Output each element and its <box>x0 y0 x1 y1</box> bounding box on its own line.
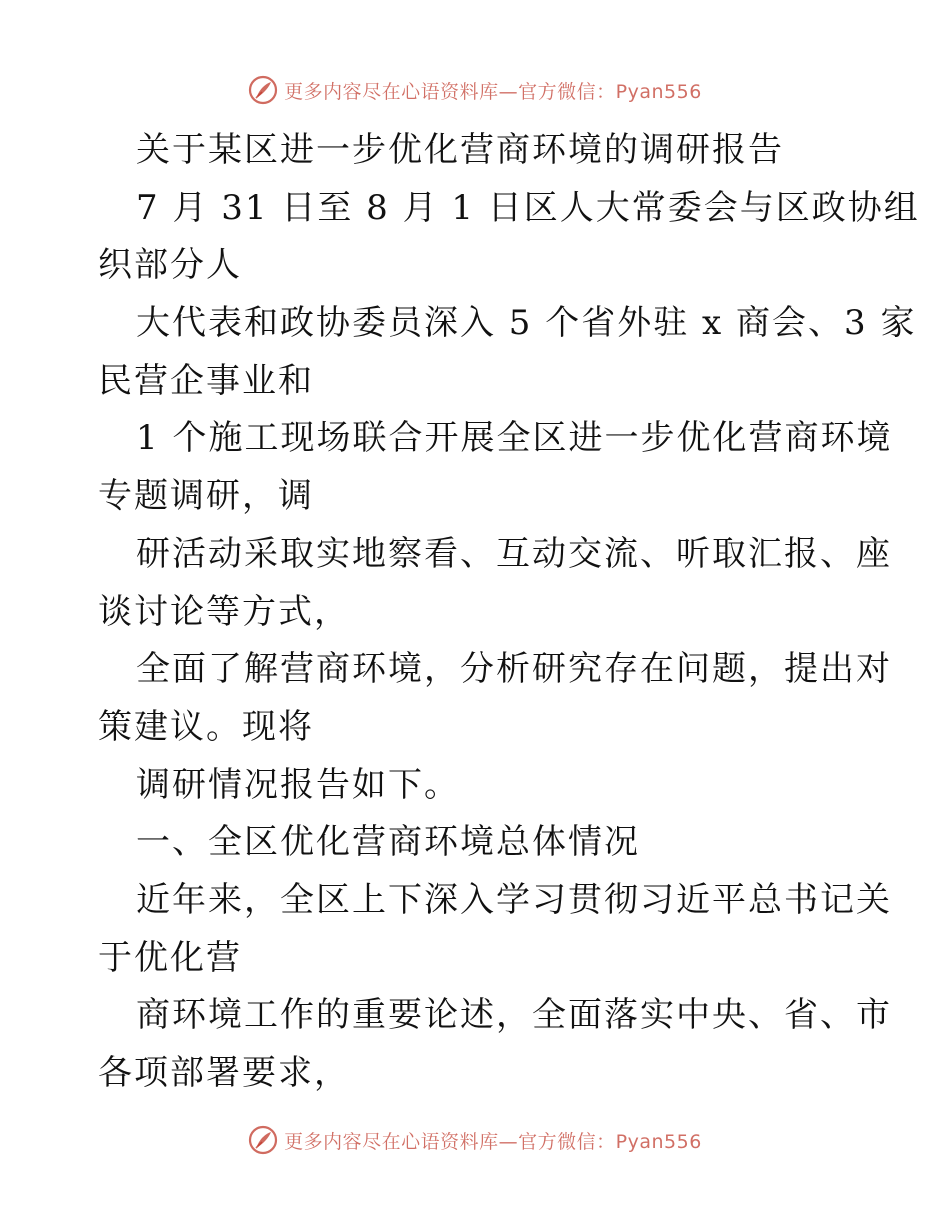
text-line: 7 月 31 日至 8 月 1 日区人大常委会与区政协组 <box>136 187 920 228</box>
text-line: 织部分人 <box>98 245 242 286</box>
feather-pen-logo-icon <box>248 75 278 105</box>
feather-pen-logo-icon <box>248 1125 278 1155</box>
text-line: 于优化营 <box>98 937 242 978</box>
text-line: 一、全区优化营商环境总体情况 <box>136 822 640 863</box>
text-line: 研活动采取实地察看、互动交流、听取汇报、座 <box>136 533 892 574</box>
text-line: 全面了解营商环境，分析研究存在问题，提出对 <box>136 649 892 690</box>
document-body <box>98 122 920 1103</box>
text-line: 民营企事业和 <box>98 360 314 401</box>
text-line: 调研情况报告如下。 <box>136 764 460 805</box>
watermark-text: 更多内容尽在心语资料库—官方微信：Pyan556 <box>284 1130 702 1153</box>
text-line: 近年来，全区上下深入学习贯彻习近平总书记关 <box>136 879 892 920</box>
text-line: 商环境工作的重要论述，全面落实中央、省、市 <box>136 995 892 1036</box>
text-line: 大代表和政协委员深入 5 个省外驻 x 商会、3 家 <box>136 303 917 344</box>
text-line: 1 个施工现场联合开展全区进一步优化营商环境 <box>136 418 893 459</box>
header-watermark <box>0 70 950 110</box>
watermark-text: 更多内容尽在心语资料库—官方微信：Pyan556 <box>284 80 702 103</box>
text-line: 各项部署要求， <box>98 1053 350 1093</box>
footer-watermark <box>0 1120 950 1160</box>
document-title: 关于某区进一步优化营商环境的调研报告 <box>136 130 784 170</box>
text-line: 谈讨论等方式， <box>98 591 350 632</box>
text-line: 专题调研，调 <box>98 476 314 517</box>
text-line: 策建议。现将 <box>98 706 314 747</box>
